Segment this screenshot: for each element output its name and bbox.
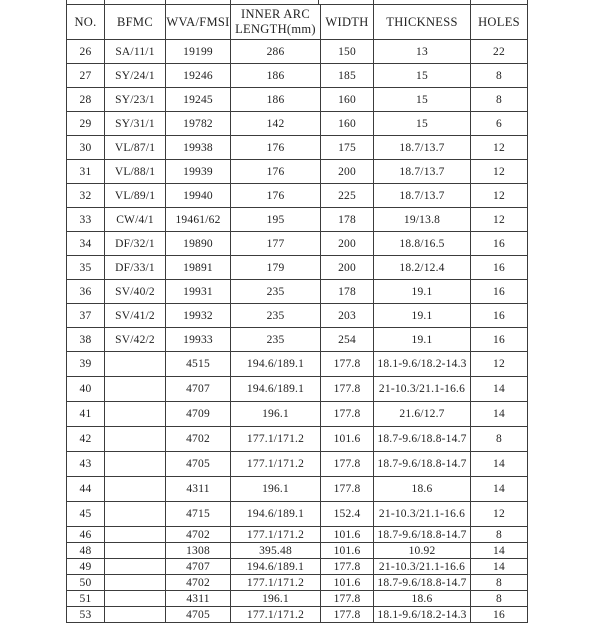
table-row (67, 256, 528, 280)
cell-thickness: 19.1 (374, 280, 471, 304)
cell-no: 35 (67, 256, 105, 280)
cell-no: 44 (67, 477, 105, 502)
cell-holes: 16 (471, 607, 528, 623)
cell-wva-fmsi: 4709 (166, 402, 231, 427)
cell-width: 177.8 (321, 377, 374, 402)
cell-width: 177.8 (321, 477, 374, 502)
cell-no: 26 (67, 40, 105, 64)
cell-width: 101.6 (321, 427, 374, 452)
cell-bfmc: VL/89/1 (105, 184, 166, 208)
cell-wva-fmsi: 19891 (166, 256, 231, 280)
cell-holes: 8 (471, 591, 528, 607)
cell-holes: 8 (471, 64, 528, 88)
cell-no: 31 (67, 160, 105, 184)
cell-inner-arc-length: 186 (231, 64, 321, 88)
header-row (67, 5, 528, 40)
cell-wva-fmsi: 4705 (166, 452, 231, 477)
cell-thickness: 15 (374, 112, 471, 136)
cell-no: 46 (67, 527, 105, 543)
col-header-no: NO. (67, 5, 105, 40)
table-row (67, 477, 528, 502)
cell-wva-fmsi: 19782 (166, 112, 231, 136)
cell-holes: 8 (471, 575, 528, 591)
cell-wva-fmsi: 19199 (166, 40, 231, 64)
col-header-wva-fmsi: WVA/FMSI (166, 5, 231, 40)
cell-width: 177.8 (321, 352, 374, 377)
cell-bfmc (105, 452, 166, 477)
cell-no: 53 (67, 607, 105, 623)
cell-bfmc (105, 559, 166, 575)
cell-bfmc: VL/87/1 (105, 136, 166, 160)
cell-thickness: 19.1 (374, 304, 471, 328)
cell-holes: 12 (471, 208, 528, 232)
cell-inner-arc-length: 177 (231, 232, 321, 256)
cell-width: 101.6 (321, 575, 374, 591)
cell-wva-fmsi: 19940 (166, 184, 231, 208)
cell-wva-fmsi: 4311 (166, 477, 231, 502)
table-row (67, 591, 528, 607)
cell-wva-fmsi: 19932 (166, 304, 231, 328)
cell-no: 29 (67, 112, 105, 136)
table-row (67, 88, 528, 112)
cell-no: 41 (67, 402, 105, 427)
cell-inner-arc-length: 395.48 (231, 543, 321, 559)
cell-thickness: 18.6 (374, 591, 471, 607)
table-row (67, 575, 528, 591)
cell-wva-fmsi: 4715 (166, 502, 231, 527)
cell-width: 177.8 (321, 559, 374, 575)
table-row (67, 502, 528, 527)
cell-thickness: 10.92 (374, 543, 471, 559)
cell-thickness: 18.7/13.7 (374, 160, 471, 184)
cell-inner-arc-length: 179 (231, 256, 321, 280)
cell-wva-fmsi: 1308 (166, 543, 231, 559)
table-row (67, 527, 528, 543)
cell-thickness: 19.1 (374, 328, 471, 352)
cell-wva-fmsi: 19931 (166, 280, 231, 304)
cell-width: 152.4 (321, 502, 374, 527)
cell-thickness: 18.6 (374, 477, 471, 502)
cell-width: 200 (321, 256, 374, 280)
cell-thickness: 15 (374, 88, 471, 112)
cell-thickness: 18.1-9.6/18.2-14.3 (374, 352, 471, 377)
cell-inner-arc-length: 196.1 (231, 402, 321, 427)
cell-inner-arc-length: 177.1/171.2 (231, 427, 321, 452)
cell-bfmc: VL/88/1 (105, 160, 166, 184)
cell-width: 177.8 (321, 607, 374, 623)
cell-holes: 6 (471, 112, 528, 136)
cell-holes: 14 (471, 452, 528, 477)
table-row (67, 64, 528, 88)
cell-no: 50 (67, 575, 105, 591)
cell-no: 49 (67, 559, 105, 575)
cell-thickness: 21-10.3/21.1-16.6 (374, 559, 471, 575)
cell-inner-arc-length: 194.6/189.1 (231, 502, 321, 527)
cell-width: 200 (321, 160, 374, 184)
cell-inner-arc-length: 195 (231, 208, 321, 232)
cell-inner-arc-length: 194.6/189.1 (231, 559, 321, 575)
cell-thickness: 19/13.8 (374, 208, 471, 232)
cell-thickness: 18.7-9.6/18.8-14.7 (374, 575, 471, 591)
cell-thickness: 21-10.3/21.1-16.6 (374, 377, 471, 402)
cell-inner-arc-length: 177.1/171.2 (231, 452, 321, 477)
cell-width: 200 (321, 232, 374, 256)
cell-wva-fmsi: 4702 (166, 427, 231, 452)
cell-holes: 14 (471, 543, 528, 559)
cell-holes: 16 (471, 256, 528, 280)
table-row (67, 208, 528, 232)
cell-bfmc (105, 352, 166, 377)
cell-wva-fmsi: 19246 (166, 64, 231, 88)
cell-inner-arc-length: 142 (231, 112, 321, 136)
cell-width: 175 (321, 136, 374, 160)
cell-width: 254 (321, 328, 374, 352)
col-header-bfmc: BFMC (105, 5, 166, 40)
cell-no: 36 (67, 280, 105, 304)
cell-bfmc: SV/41/2 (105, 304, 166, 328)
cell-width: 177.8 (321, 591, 374, 607)
cell-bfmc (105, 591, 166, 607)
cell-inner-arc-length: 177.1/171.2 (231, 575, 321, 591)
cell-thickness: 13 (374, 40, 471, 64)
cell-wva-fmsi: 4707 (166, 559, 231, 575)
cell-inner-arc-length: 177.1/171.2 (231, 607, 321, 623)
cell-holes: 12 (471, 160, 528, 184)
cell-width: 160 (321, 88, 374, 112)
cell-width: 178 (321, 280, 374, 304)
cell-thickness: 21.6/12.7 (374, 402, 471, 427)
col-header-holes: HOLES (471, 5, 528, 40)
table-row (67, 232, 528, 256)
cell-thickness: 18.8/16.5 (374, 232, 471, 256)
cell-wva-fmsi: 4702 (166, 575, 231, 591)
cell-holes: 14 (471, 402, 528, 427)
cell-inner-arc-length: 177.1/171.2 (231, 527, 321, 543)
cell-holes: 12 (471, 352, 528, 377)
table-row (67, 427, 528, 452)
table-row (67, 136, 528, 160)
cell-width: 203 (321, 304, 374, 328)
cell-bfmc (105, 477, 166, 502)
table-row (67, 112, 528, 136)
cell-holes: 16 (471, 304, 528, 328)
cell-bfmc: SA/11/1 (105, 40, 166, 64)
cell-no: 48 (67, 543, 105, 559)
cell-bfmc: SV/40/2 (105, 280, 166, 304)
cell-thickness: 18.2/12.4 (374, 256, 471, 280)
cell-wva-fmsi: 19933 (166, 328, 231, 352)
cell-wva-fmsi: 4702 (166, 527, 231, 543)
cell-holes: 14 (471, 559, 528, 575)
cell-no: 40 (67, 377, 105, 402)
cell-inner-arc-length: 176 (231, 160, 321, 184)
cell-width: 177.8 (321, 452, 374, 477)
cell-width: 185 (321, 64, 374, 88)
cell-bfmc (105, 607, 166, 623)
cell-bfmc (105, 427, 166, 452)
cell-holes: 16 (471, 232, 528, 256)
cell-inner-arc-length: 196.1 (231, 591, 321, 607)
cell-no: 30 (67, 136, 105, 160)
cell-width: 225 (321, 184, 374, 208)
cell-no: 34 (67, 232, 105, 256)
table-row (67, 452, 528, 477)
cell-thickness: 18.7-9.6/18.8-14.7 (374, 427, 471, 452)
col-header-thickness: THICKNESS (374, 5, 471, 40)
cell-inner-arc-length: 194.6/189.1 (231, 377, 321, 402)
table-row (67, 40, 528, 64)
cell-no: 37 (67, 304, 105, 328)
cell-thickness: 18.1-9.6/18.2-14.3 (374, 607, 471, 623)
cell-inner-arc-length: 235 (231, 280, 321, 304)
cell-wva-fmsi: 4705 (166, 607, 231, 623)
cell-no: 43 (67, 452, 105, 477)
table-row (67, 160, 528, 184)
cell-holes: 12 (471, 184, 528, 208)
cell-wva-fmsi: 4311 (166, 591, 231, 607)
cell-bfmc: SY/31/1 (105, 112, 166, 136)
cell-width: 178 (321, 208, 374, 232)
cell-holes: 14 (471, 477, 528, 502)
table-row (67, 280, 528, 304)
cell-no: 38 (67, 328, 105, 352)
cell-inner-arc-length: 176 (231, 136, 321, 160)
table-row (67, 304, 528, 328)
cell-thickness: 18.7-9.6/18.8-14.7 (374, 452, 471, 477)
cell-inner-arc-length: 186 (231, 88, 321, 112)
cell-bfmc (105, 575, 166, 591)
cell-no: 42 (67, 427, 105, 452)
cell-holes: 12 (471, 502, 528, 527)
cell-bfmc: SV/42/2 (105, 328, 166, 352)
cell-width: 101.6 (321, 543, 374, 559)
cell-bfmc: CW/4/1 (105, 208, 166, 232)
table-row (67, 184, 528, 208)
cell-wva-fmsi: 4515 (166, 352, 231, 377)
cell-holes: 8 (471, 527, 528, 543)
cell-bfmc (105, 543, 166, 559)
cell-no: 28 (67, 88, 105, 112)
cell-holes: 8 (471, 427, 528, 452)
cell-no: 32 (67, 184, 105, 208)
cell-holes: 8 (471, 88, 528, 112)
cell-bfmc: DF/32/1 (105, 232, 166, 256)
cell-no: 51 (67, 591, 105, 607)
cell-width: 177.8 (321, 402, 374, 427)
cell-holes: 22 (471, 40, 528, 64)
cell-inner-arc-length: 235 (231, 304, 321, 328)
cell-holes: 14 (471, 377, 528, 402)
cell-inner-arc-length: 176 (231, 184, 321, 208)
table-row (67, 377, 528, 402)
table-row (67, 352, 528, 377)
cell-bfmc: SY/24/1 (105, 64, 166, 88)
cell-inner-arc-length: 235 (231, 328, 321, 352)
col-header-width: WIDTH (321, 5, 374, 40)
table-row (67, 607, 528, 623)
cell-no: 33 (67, 208, 105, 232)
cell-wva-fmsi: 4707 (166, 377, 231, 402)
cell-wva-fmsi: 19938 (166, 136, 231, 160)
cell-thickness: 18.7/13.7 (374, 136, 471, 160)
table-row (67, 559, 528, 575)
cell-bfmc (105, 377, 166, 402)
cell-thickness: 21-10.3/21.1-16.6 (374, 502, 471, 527)
cell-wva-fmsi: 19939 (166, 160, 231, 184)
cell-wva-fmsi: 19890 (166, 232, 231, 256)
cell-thickness: 15 (374, 64, 471, 88)
cell-bfmc (105, 502, 166, 527)
table-row (67, 402, 528, 427)
table-row (67, 543, 528, 559)
cell-bfmc (105, 402, 166, 427)
cell-holes: 16 (471, 280, 528, 304)
col-header-inner-arc-length: INNER ARC LENGTH(mm) (231, 5, 321, 40)
cell-bfmc: SY/23/1 (105, 88, 166, 112)
table-row (67, 328, 528, 352)
cell-wva-fmsi: 19461/62 (166, 208, 231, 232)
cell-holes: 12 (471, 136, 528, 160)
cell-inner-arc-length: 194.6/189.1 (231, 352, 321, 377)
cell-width: 101.6 (321, 527, 374, 543)
cell-inner-arc-length: 286 (231, 40, 321, 64)
cell-wva-fmsi: 19245 (166, 88, 231, 112)
cell-bfmc (105, 527, 166, 543)
cell-width: 150 (321, 40, 374, 64)
cell-no: 45 (67, 502, 105, 527)
cell-no: 27 (67, 64, 105, 88)
cell-inner-arc-length: 196.1 (231, 477, 321, 502)
cell-bfmc: DF/33/1 (105, 256, 166, 280)
cell-thickness: 18.7/13.7 (374, 184, 471, 208)
cell-width: 160 (321, 112, 374, 136)
brake-lining-spec-table (66, 4, 528, 623)
cell-holes: 16 (471, 328, 528, 352)
cell-no: 39 (67, 352, 105, 377)
cell-thickness: 18.7-9.6/18.8-14.7 (374, 527, 471, 543)
